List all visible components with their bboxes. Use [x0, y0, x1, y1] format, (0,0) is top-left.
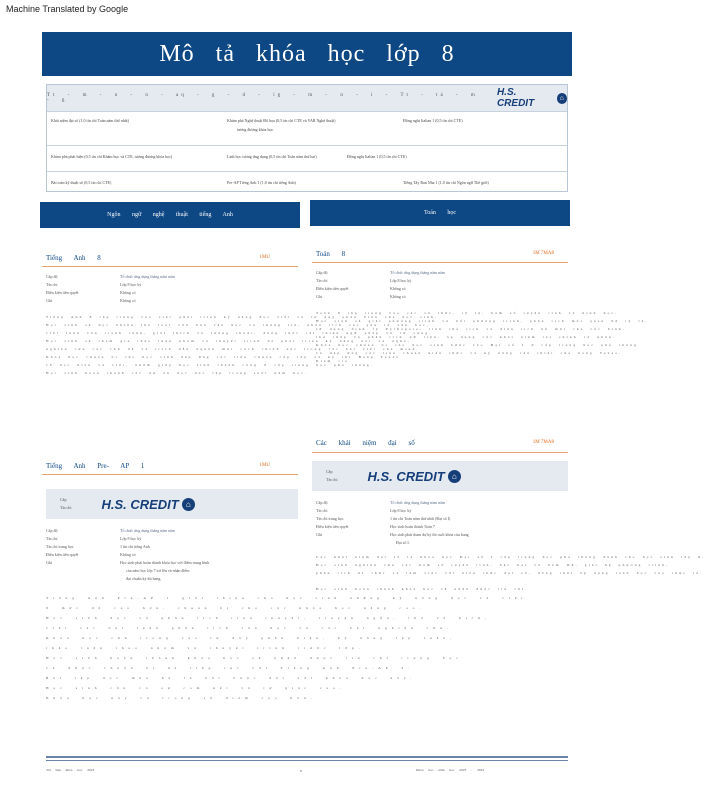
hs-credit-header-text: Tt - m - n - n - aq - g - d - ig - m - n - i - Tt - tá - m - g: [47, 93, 478, 103]
meta-key: Ghi: [316, 294, 322, 299]
footer-right: Khóa học năm học 2023 - 2024: [416, 768, 485, 772]
graduation-cap-icon: ⌂: [182, 498, 195, 511]
table-cell: Pre-AP Tiếng Anh 1 (1,0 tín chỉ tiếng Anh): [227, 180, 296, 185]
table-cell: Tiếng Tây Ban Nha 1 (1,0 tín chỉ Ngôn ngữ Thế giới): [403, 180, 489, 185]
meta-value: Không có: [120, 290, 136, 295]
course-code: 1M 7MA8: [532, 440, 554, 445]
table-cell: Đồng nghị Italian 1 (0,5 tín chỉ CTE): [403, 118, 463, 123]
table-cell: Khám phá phát hiện (0,5 tín chỉ Khám học và CTE, tương đương khóa học): [51, 154, 173, 159]
meta-key: Tín chỉ: [46, 536, 58, 541]
course-meta: [312, 499, 568, 547]
course-description: Toán 8 tập trung vào các số thực, tỷ lệ, hàm số tuyến tính và hình học. Học sinh sẽ giải phương trình và bất phương trình, phân tích mối quan hệ tỷ lệ, sử dụng định lý Pythagore, tính thể tích và diện tích bề mặt của các hình, thu thập và phân tích dữ liệu, áp dụng các khái niệm tài chính cá nhân. Khóa học chuẩn bị cho học sinh bước vào Đại số I ở cấp trung học phổ thông và đáp ứng các tiêu chuẩn kiến thức và kỹ năng cần thiết của bang Texas. Kiểm tra.: [316, 311, 649, 363]
table-cell: Khái niệm đại số (1,0 tín chỉ Toán năm thứ nhất): [51, 118, 129, 123]
footer-rule: [46, 760, 568, 761]
page-number: 8: [300, 769, 302, 773]
table-cell: Bài toán kỹ thuật số (0,5 tín chỉ CTE): [51, 180, 112, 185]
meta-value: Không có: [390, 286, 406, 291]
meta-value: Lớp 8 học kỳ: [120, 282, 142, 287]
meta-key: Tín chỉ: [316, 278, 328, 283]
meta-extra: của năm học lớp 7 trở lên và nhận điểm: [126, 568, 190, 573]
divider: [42, 474, 298, 475]
meta-key: Điều kiện tiên quyết: [316, 524, 349, 529]
meta-key: Ghi: [316, 532, 322, 537]
meta-value: 1 tín chỉ Toán năm thứ nhất (Đại số I): [390, 516, 451, 521]
divider: [312, 262, 568, 263]
hs-credit-logo: [101, 497, 194, 512]
meta-value: Lớp 8 học kỳ: [120, 536, 142, 541]
course-meta: [312, 269, 568, 301]
course-code: 1MU: [259, 463, 270, 468]
table-cell: Lịnh học tương ứng dụng (0,5 tín chỉ Toán năm thứ hai): [227, 154, 317, 159]
meta-value: Không có: [120, 552, 136, 557]
course-title: Toán 8: [316, 250, 346, 258]
hs-credit-side-labels: Cấp Tín chỉ: [60, 497, 72, 510]
meta-value: Không có: [390, 294, 406, 299]
course-code: 1MU: [259, 255, 270, 260]
course-title: Tiếng Anh 8: [46, 254, 101, 262]
meta-value: Lớp 8 học kỳ: [390, 508, 412, 513]
meta-extra: Đại số I.: [396, 540, 410, 545]
meta-key: Tín chỉ: [316, 508, 328, 513]
meta-value: 1 tín chỉ tiếng Anh: [120, 544, 150, 549]
meta-key: Tín chỉ trung học: [316, 516, 344, 521]
section-header-english: Ngôn ngữ nghệ thuật tiếng Anh: [40, 202, 300, 228]
course-description: Tiếng Anh Pre-AP 1 giới thiệu cho học sinh những kỹ năng đọc và viết ở mức độ cao hơn, chuẩn bị cho các khóa học nâng cao. Học sinh đọc và phân tích tiểu thuyết, truyện ngắn, thơ và kịch, viết các bài luận phân tích văn học và các bài nghiên cứu. Khóa học chú trọng vào tư duy phản biện, kỹ năng lập luận, thảo luận theo nhóm và thuyết trình trước lớp. Học sinh hoàn thành khóa học sẽ nhận được tín chỉ trung học và được chuẩn bị để tiếp tục với Tiếng Anh Pre-AP 2. Bài tập đọc mùa hè là bắt buộc đối với khóa học này. Học sinh cần có sự cam kết và tự giác cao. Khóa học này có trọng số điểm cao hơn.: [46, 596, 528, 700]
meta-key: Điều kiện tiên quyết: [46, 290, 79, 295]
meta-extra: đạt chuẩn kỳ thi bang.: [126, 576, 162, 581]
table-row: [47, 145, 567, 172]
meta-value: Học sinh phải hoàn thành khóa học với điểm trung bình: [120, 560, 210, 565]
table-row: [47, 171, 567, 192]
hs-credit-table-header: [47, 85, 567, 111]
meta-value: Tổ chức ứng dụng tháng năm năm: [120, 274, 175, 279]
section-header-math: Toán học: [310, 200, 570, 226]
course-code: 1M 7MA8: [532, 251, 554, 256]
hs-credit-logo: [367, 469, 460, 484]
meta-key: Tín chỉ trung học: [46, 544, 74, 549]
course-description: Các khái niệm đại số là khóa học Đại số I cấp trung học phổ thông dành cho học sinh lớp 8. Học sinh nghiên cứu các hàm số tuyến tính, bậc hai và hàm mũ, giải hệ phương trình, phân tích đa thức và làm việc với biểu thức đại số, đồng thời áp dụng toán học vào thực tế.: [316, 555, 705, 575]
table-cell-line2: tương đương khóa học: [237, 127, 274, 132]
meta-value: Học sinh hoàn thành Toán 7: [390, 524, 435, 529]
meta-value: Tổ chức ứng dụng tháng năm năm: [390, 500, 445, 505]
hs-credit-logo: [497, 87, 567, 109]
meta-key: Cấp độ: [46, 528, 58, 533]
footer-left: Tài liệu khóa học 2023: [46, 768, 95, 772]
course-description: Tiếng Anh 8 tập trung vào việc phát triển kỹ năng đọc viết và tư duy phản biện của học sinh. Học sinh sẽ đọc nhiều thể loại văn bản văn học và thông tin, phân tích các yếu tố văn học, viết luận văn tranh luận, giải thích và tường thuật, đồng thời cải thiện ngữ pháp và từ vựng. Học sinh sẽ tham gia thảo luận nhóm và thuyết trình để phát triển kỹ năng nói và nghe, nghiên cứu các chủ đề và trích dẫn nguồn một cách chính xác trong các bài viết của mình. Khóa học chuẩn bị cho học sinh đáp ứng các tiêu chuẩn cấp lớp và kỳ thi Bang Texas về đọc hiểu và viết, nhằm giúp học sinh thành công ở cấp trung học phổ thông. Học sinh hoàn thành các dự án đọc độc lập trong suốt năm học.: [46, 315, 438, 375]
meta-key: Điều kiện tiên quyết: [316, 286, 349, 291]
meta-key: Cấp độ: [316, 270, 328, 275]
course-note: Học sinh hoàn thành khóa học sẽ nhận được tín chỉ.: [316, 587, 529, 591]
hs-credit-box: [46, 489, 298, 519]
table-cell: Đồng nghị Italian 1 (0,5 tín chỉ CTE): [347, 154, 407, 159]
hs-credit-box: [312, 461, 568, 491]
hs-credit-logo-text: H.S. CREDIT: [496, 87, 535, 109]
meta-key: Điều kiện tiên quyết: [46, 552, 79, 557]
meta-key: Cấp độ: [46, 274, 58, 279]
meta-key: Ghi: [46, 298, 52, 303]
machine-translated-label: Machine Translated by Google: [6, 4, 129, 14]
hs-credit-logo-text: H.S. CREDIT: [367, 468, 445, 484]
course-card-algebra-concepts: [312, 436, 705, 593]
course-meta: [42, 527, 298, 583]
course-title: Các khái niệm đại số: [316, 439, 415, 447]
hs-credit-table: [46, 84, 568, 192]
graduation-cap-icon: ⌂: [557, 93, 567, 104]
graduation-cap-icon: ⌂: [448, 470, 461, 483]
course-meta: [42, 273, 298, 305]
meta-value: Tổ chức ứng dụng tháng năm năm: [390, 270, 445, 275]
course-title: Tiếng Anh Pre- AP 1: [46, 462, 145, 470]
meta-value: Học sinh phải tham dự kỳ thi cuối khóa của bang: [390, 532, 469, 537]
meta-value: Không có: [120, 298, 136, 303]
hs-credit-side-labels: Cấp Tín chỉ: [326, 469, 338, 482]
divider: [42, 266, 298, 267]
meta-key: Ghi: [46, 560, 52, 565]
divider: [312, 452, 568, 453]
meta-key: Tín chỉ: [46, 282, 58, 287]
page-title: Mô tả khóa học lớp 8: [42, 32, 572, 76]
hs-credit-logo-text: H.S. CREDIT: [101, 496, 179, 512]
course-card-math-8: [312, 248, 649, 365]
meta-value: Tổ chức ứng dụng tháng năm năm: [120, 528, 175, 533]
table-cell: Khám phá Nghệ thuật Đồ họa (0,5 tín chỉ CTE và VAR Nghệ thuật): [227, 118, 336, 123]
table-row: [47, 111, 567, 146]
meta-key: Cấp độ: [316, 500, 328, 505]
meta-value: Lớp 8 học kỳ: [390, 278, 412, 283]
footer-rule: [46, 756, 568, 758]
